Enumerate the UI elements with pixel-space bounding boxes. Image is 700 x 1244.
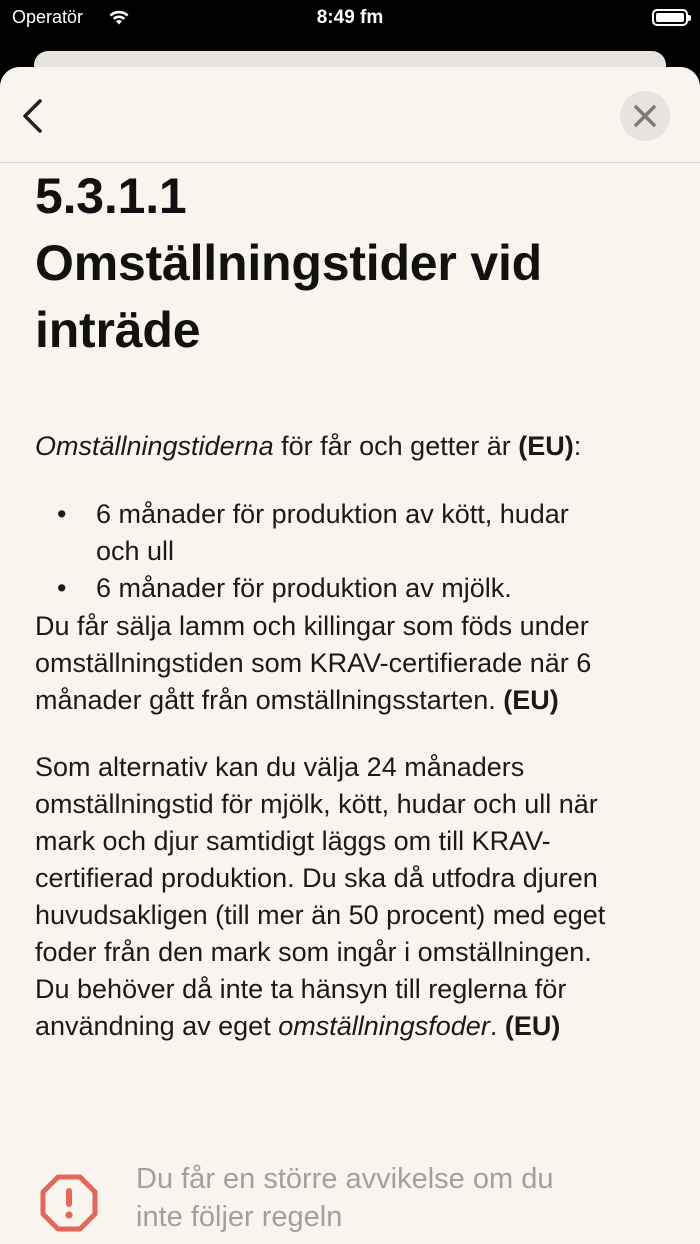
eu-tag: (EU) xyxy=(518,431,574,461)
list-item-text: och ull xyxy=(96,536,175,566)
paragraph-lambs xyxy=(35,608,668,719)
list-item-text: • 6 månader för produktion av mjölk. xyxy=(96,573,512,603)
page-title xyxy=(35,163,668,364)
bullet-list xyxy=(35,496,668,607)
close-button[interactable] xyxy=(620,91,670,141)
paragraph-line: omställningstid för mjölk, kött, hudar och ull när xyxy=(35,789,598,819)
glossary-term-link[interactable]: omställningsfoder xyxy=(278,1011,490,1041)
paragraph-line: certifierad produktion. Du ska då utfodra djuren xyxy=(35,863,598,893)
clock: 8:49 fm xyxy=(316,7,384,28)
title-line: inträde xyxy=(35,302,201,358)
navigation-bar xyxy=(0,67,700,163)
paragraph-line: Du behöver då inte ta hänsyn till reglerna för xyxy=(35,974,567,1004)
paragraph-line: foder från den mark som ingår i omställningen. xyxy=(35,937,592,967)
intro-paragraph xyxy=(35,428,581,465)
intro-text: för får och getter är xyxy=(273,431,519,461)
status-bar xyxy=(0,0,700,40)
back-button[interactable] xyxy=(16,97,50,135)
warning-line: Du får en större avvikelse om du xyxy=(136,1163,554,1195)
modal-sheet xyxy=(0,67,700,1244)
title-section-number: 5.3.1.1 xyxy=(35,168,187,224)
intro-end: : xyxy=(573,431,582,461)
paragraph-line: huvudsakligen (till mer än 50 procent) med eget xyxy=(35,900,606,930)
battery-icon xyxy=(652,9,688,26)
paragraph-line: omställningstiden som KRAV-certifierade när 6 xyxy=(35,648,592,678)
glossary-term-link[interactable]: Omställningstiderna xyxy=(35,431,274,461)
warning-octagon-icon xyxy=(40,1174,98,1232)
article-content xyxy=(35,163,668,1244)
list-item-text: • 6 månader för produktion av kött, hudar xyxy=(96,499,569,529)
paragraph-line xyxy=(35,682,668,719)
paragraph-line: Som alternativ kan du välja 24 månaders xyxy=(35,752,525,782)
close-icon xyxy=(633,104,657,128)
paragraph-text: användning av eget xyxy=(35,1011,279,1041)
warning-text xyxy=(136,1160,553,1236)
paragraph-alternative xyxy=(35,749,668,1045)
eu-tag: (EU) xyxy=(504,1011,561,1041)
paragraph-text: månader gått från omställningsstarten. xyxy=(35,685,504,715)
carrier-label: Operatör xyxy=(12,7,84,27)
paragraph-line: Du får sälja lamm och killingar som föds under xyxy=(35,611,589,641)
warning-line: inte följer regeln xyxy=(136,1201,343,1233)
paragraph-text: . xyxy=(489,1011,505,1041)
paragraph-line: mark och djur samtidigt läggs om till KRAV- xyxy=(35,826,551,856)
eu-tag: (EU) xyxy=(503,685,559,715)
list-item xyxy=(35,496,668,570)
list-item xyxy=(35,570,668,607)
chevron-left-icon xyxy=(16,97,50,135)
title-line: Omställningstider vid xyxy=(35,235,543,291)
paragraph-line xyxy=(35,1008,668,1045)
